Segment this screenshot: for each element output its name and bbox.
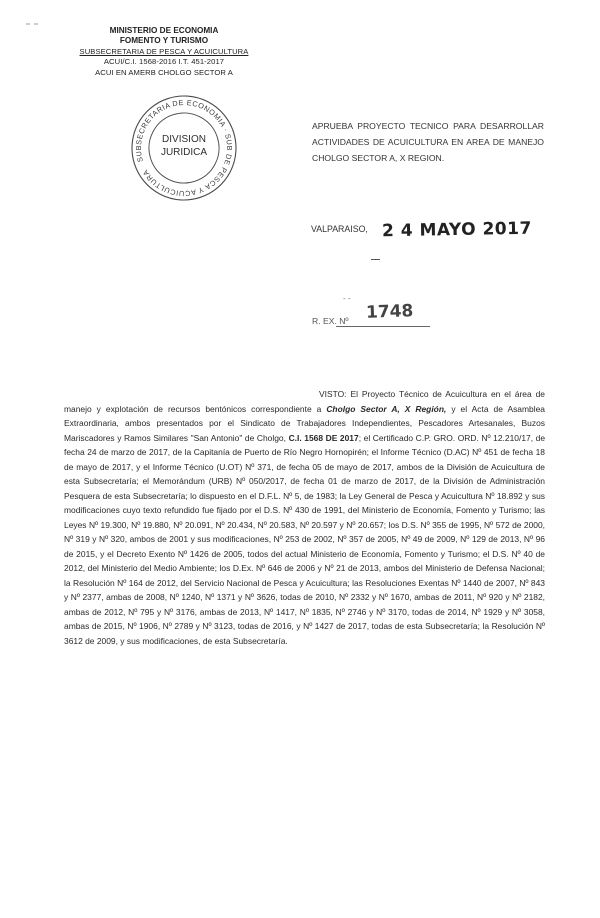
ministry-header: [64, 26, 264, 78]
ministry-name: MINISTERIO DE ECONOMIA: [109, 26, 219, 35]
resolution-number: 1748: [365, 301, 414, 323]
file-reference: ACUI/C.I. 1568-2016 I.T. 451-2017: [103, 57, 225, 67]
subsecretaria-name: SUBSECRETARIA DE PESCA Y ACUICULTURA: [79, 46, 249, 56]
stamp-juridica-text: JURIDICA: [160, 147, 208, 158]
resolution-underline: [336, 326, 430, 327]
visto-label: VISTO:: [319, 389, 347, 399]
stamp-division-text: DIVISION: [162, 134, 206, 145]
visto-text-1: El Proyecto Técnico de Acuicultura en el área de manejo y explotación de recursos bentónicos correspondiente a: [64, 389, 545, 414]
resolution-label: R. EX. Nº: [312, 316, 349, 326]
visto-section: [64, 387, 545, 648]
stamp-ring-text: SUBSECRETARIA DE ECONOMIA · SUB DE PESCA Y ACUICULTURA: [133, 97, 235, 199]
reference-text: APRUEBA PROYECTO TECNICO PARA DESARROLLAR ACTIVIDADES DE ACUICULTURA EN AREA DE MANEJO CHOLGO SECTOR A, X REGION.: [312, 121, 544, 164]
visto-text-2: y el Acta de Asamblea Extraordinaria, ambos presentados por el Sindicato de Trabajadores Independientes, Pescadores Artesanales, Buzos Mariscadores y Ramos Similares "San Antonio" de Cholgo,: [64, 403, 545, 443]
ministry-subname: FOMENTO Y TURISMO: [119, 36, 209, 46]
division-juridica-stamp: [128, 92, 240, 204]
date-stamp: 2 4 MAYO 2017: [381, 218, 533, 242]
date-divider: [371, 259, 380, 260]
scan-mark: [26, 22, 38, 27]
file-code: C.I. 1568 DE 2017: [288, 432, 359, 443]
visto-text-3: ; el Certificado C.P. GRO. ORD. Nº 12.210/17, de fecha 24 de marzo de 2017, de la Capitanía de Puerto de Río Negro Hornopirén; el Informe Técnico (D.AC) Nº 451 de fecha 18 de mayo de 2017, y el Informe Técnico (U.OT) Nº 371, de fecha 05 de mayo de 2017, ambos de la División de Acuicultura de esta Subsecretaría; el Memorándum (URB) Nº 050/2017, de fecha 01 de marzo de 2017, de la División de Administración Pesquera de esta Subsecretaría; lo dispuesto en el D.F.L. Nº 5, de 1983; la Ley General de Pesca y Acuicultura Nº 18.892 y sus modificaciones cuyo texto refundido fue fijado por el D.S. Nº 430 de 1991, del Ministerio de Economía, Fomento y Turismo; las Leyes Nº 19.300, Nº 19.880, Nº 20.091, Nº 20.434, Nº 20.583, Nº 20.597 y Nº 20.657; los D.S. Nº 355 de 1995, Nº 572 de 2000, Nº 319 y Nº 320, ambos de 2001 y sus modificaciones, Nº 253 de 2002, Nº 357 de 2005, Nº 49 de 2009, Nº 129 de 2013, Nº 96 de 2015, y el Decreto Exento Nº 1426 de 2005, todos del actual Ministerio de Economía, Fomento y Turismo; el D.S. Nº 40 de 2012, del Ministerio del Medio Ambiente; los D.Ex. Nº 646 de 2006 y Nº 21 de 2013, ambos del Ministerio de Defensa Nacional; la Resolución Nº 164 de 2012, del Servicio Nacional de Pesca y Acuicultura; las Resoluciones Exentas Nº 1440 de 2007, Nº 843 y Nº 2377, ambas de 2008, Nº 1240, Nº 1371 y Nº 3626, todas de 2010, Nº 2332 y Nº 1670, ambas de 2011, Nº 920 y Nº 2182, ambas de 2012, Nº 795 y Nº 3176, ambas de 2013, Nº 1417, Nº 1835, Nº 2746 y Nº 3170, todas de 2014, Nº 1929 y Nº 3058, ambas de 2015, Nº 1906, Nº 2789 y Nº 3123, todas de 2016, y Nº 1427 de 2017, todas de esta Subsecretaría; la Resolución Nº 3612 de 2009, y sus modificaciones, de esta Subsecretaría.: [64, 432, 546, 646]
place-label: VALPARAISO,: [311, 224, 368, 234]
file-subject: ACUI EN AMERB CHOLGO SECTOR A: [95, 67, 233, 77]
visto-paragraph: [64, 387, 545, 648]
area-name: Cholgo Sector A, X Región,: [326, 403, 447, 414]
dash-mark: - -: [343, 294, 351, 303]
